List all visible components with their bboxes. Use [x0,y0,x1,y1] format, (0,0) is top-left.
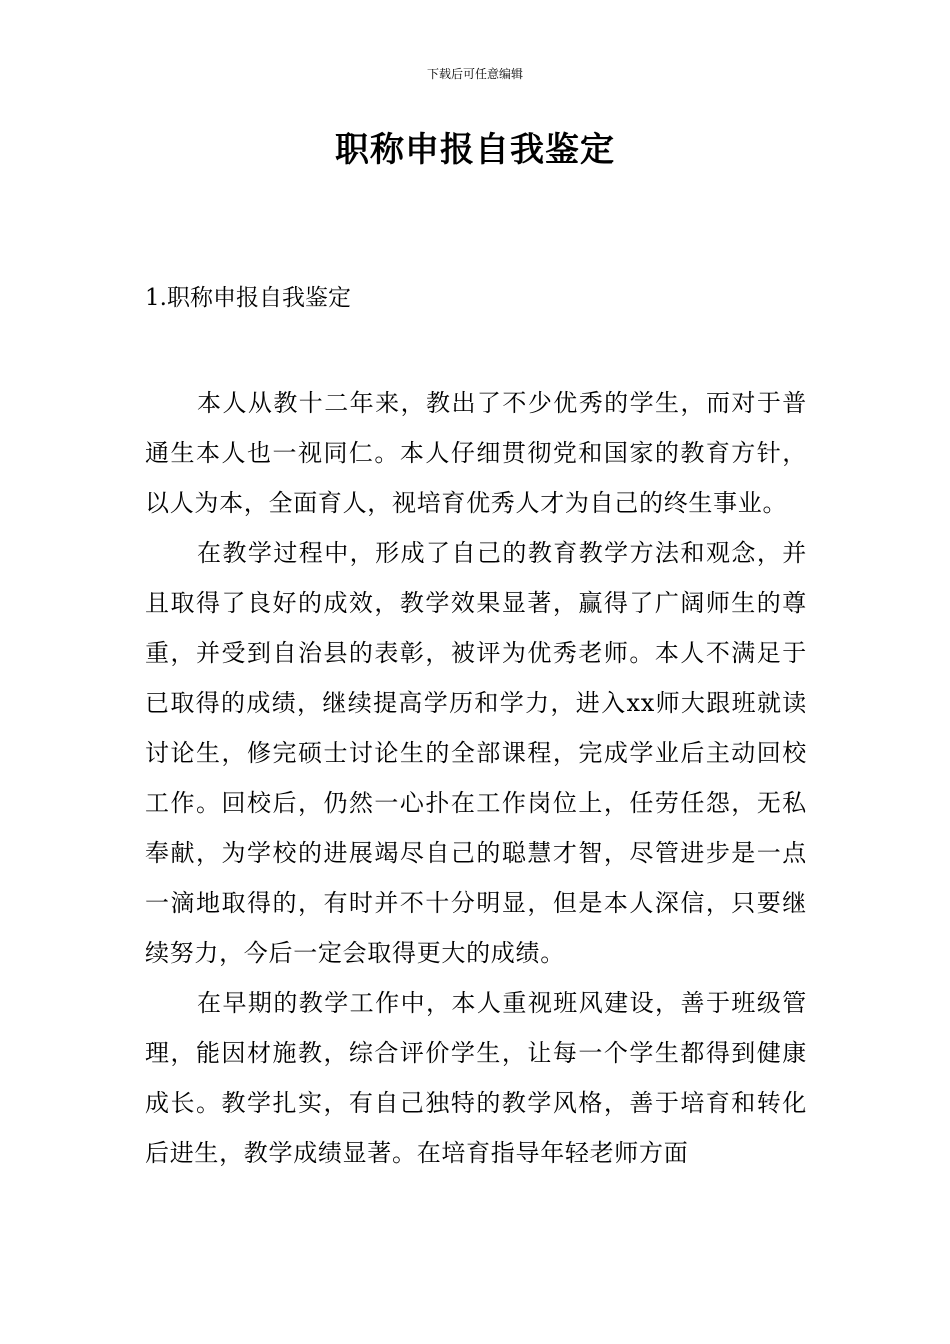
body-paragraph-1: 本人从教十二年来，教出了不少优秀的学生，而对于普通生本人也一视同仁。本人仔细贯彻党和国家的教育方针，以人为本，全面育人，视培育优秀人才为自己的终生事业。 [145,389,807,517]
header-note: 下载后可任意编辑 [426,67,523,81]
document-body [145,378,807,1178]
body-paragraph-3: 在早期的教学工作中，本人重视班风建设，善于班级管理，能因材施教，综合评价学生，让每一个学生都得到健康成长。教学扎实，有自己独特的教学风格，善于培育和转化后进生，教学成绩显著。在培育指导年轻老师方面 [145,989,807,1167]
section-heading: 1.职称申报自我鉴定 [145,285,351,311]
body-paragraph-2: 在教学过程中，形成了自己的教育教学方法和观念，并且取得了良好的成效，教学效果显著，赢得了广阔师生的尊重，并受到自治县的表彰，被评为优秀老师。本人不满足于已取得的成绩，继续提高学历和学力，进入xx师大跟班就读讨论生，修完硕士讨论生的全部课程，完成学业后主动回校工作。回校后，仍然一心扑在工作岗位上，任劳任怨，无私奉献，为学校的进展竭尽自己的聪慧才智，尽管进步是一点一滴地取得的，有时并不十分明显，但是本人深信，只要继续努力，今后一定会取得更大的成绩。 [145,539,807,967]
document-title: 职称申报自我鉴定 [335,130,615,170]
